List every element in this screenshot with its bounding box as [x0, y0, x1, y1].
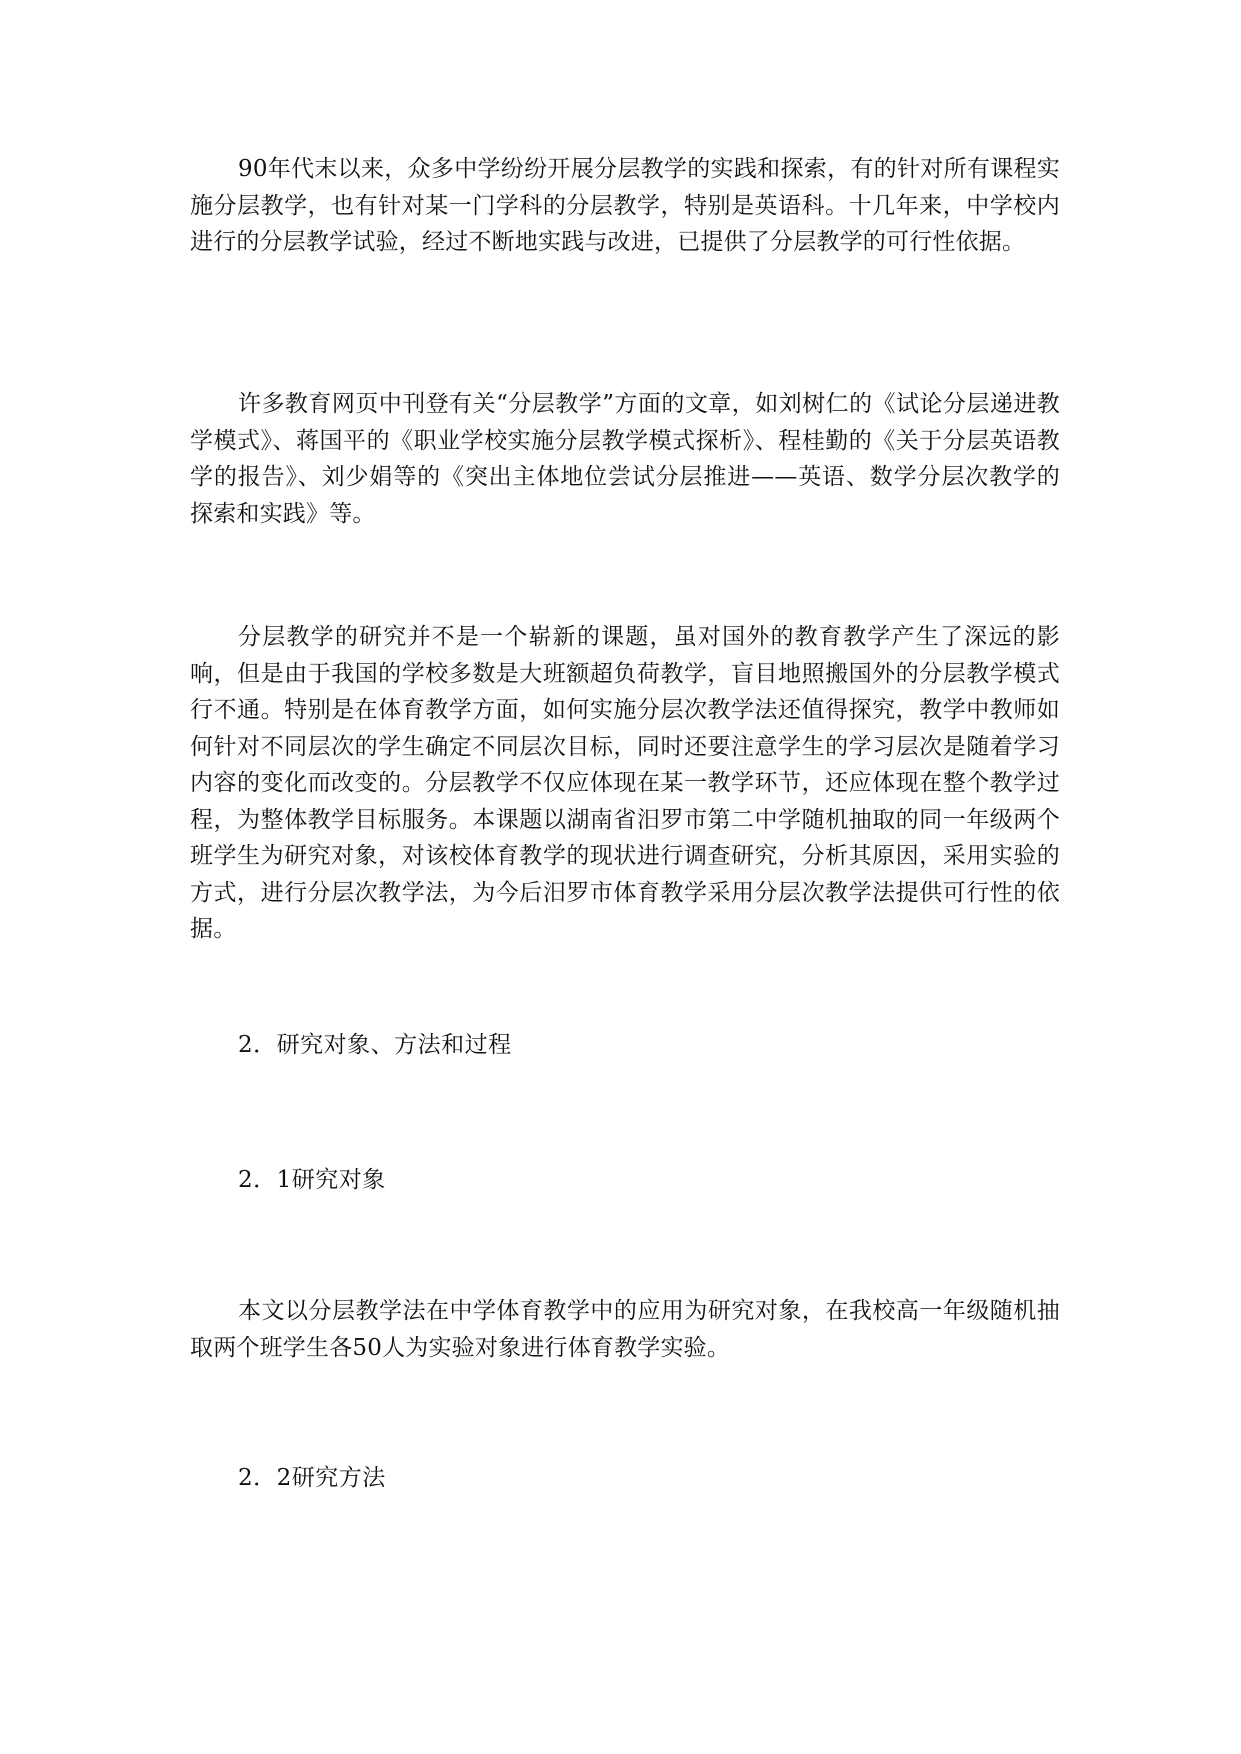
paragraph-research-significance: 分层教学的研究并不是一个崭新的课题，虽对国外的教育教学产生了深远的影响，但是由于我国的学校多数是大班额超负荷教学，盲目地照搬国外的分层教学模式行不通。特别是在体育教学方面，如何实施分层次教学法还值得探究，教学中教师如何针对不同层次的学生确定不同层次目标，同时还要注意学生的学习层次是随着学习内容的变化而改变的。分层教学不仅应体现在某一教学环节，还应体现在整个教学过程，为整体教学目标服务。本课题以湖南省汨罗市第二中学随机抽取的同一年级两个班学生为研究对象，对该校体育教学的现状进行调查研究，分析其原因，采用实验的方式，进行分层次教学法，为今后汨罗市体育教学采用分层次教学法提供可行性的依据。	[190, 624, 1060, 942]
subsection-heading-research-object: 2．1研究对象	[238, 1167, 386, 1193]
paragraph-literature: 许多教育网页中刊登有关“分层教学”方面的文章，如刘树仁的《试论分层递进教学模式》、蒋国平的《职业学校实施分层教学模式探析》、程桂勤的《关于分层英语教学的报告》、刘少娟等的《突出主体地位尝试分层推进——英语、数学分层次教学的探索和实践》等。	[190, 391, 1060, 527]
section-heading-objects-methods-process: 2．研究对象、方法和过程	[238, 1032, 512, 1058]
paragraph-research-object: 本文以分层教学法在中学体育教学中的应用为研究对象，在我校高一年级随机抽取两个班学生各50人为实验对象进行体育教学实验。	[190, 1298, 1060, 1361]
paragraph-background: 90年代末以来，众多中学纷纷开展分层教学的实践和探索，有的针对所有课程实施分层教学，也有针对某一门学科的分层教学，特别是英语科。十几年来，中学校内进行的分层教学试验，经过不断地实践与改进，已提供了分层教学的可行性依据。	[190, 156, 1060, 255]
subsection-heading-research-method: 2．2研究方法	[238, 1465, 386, 1491]
